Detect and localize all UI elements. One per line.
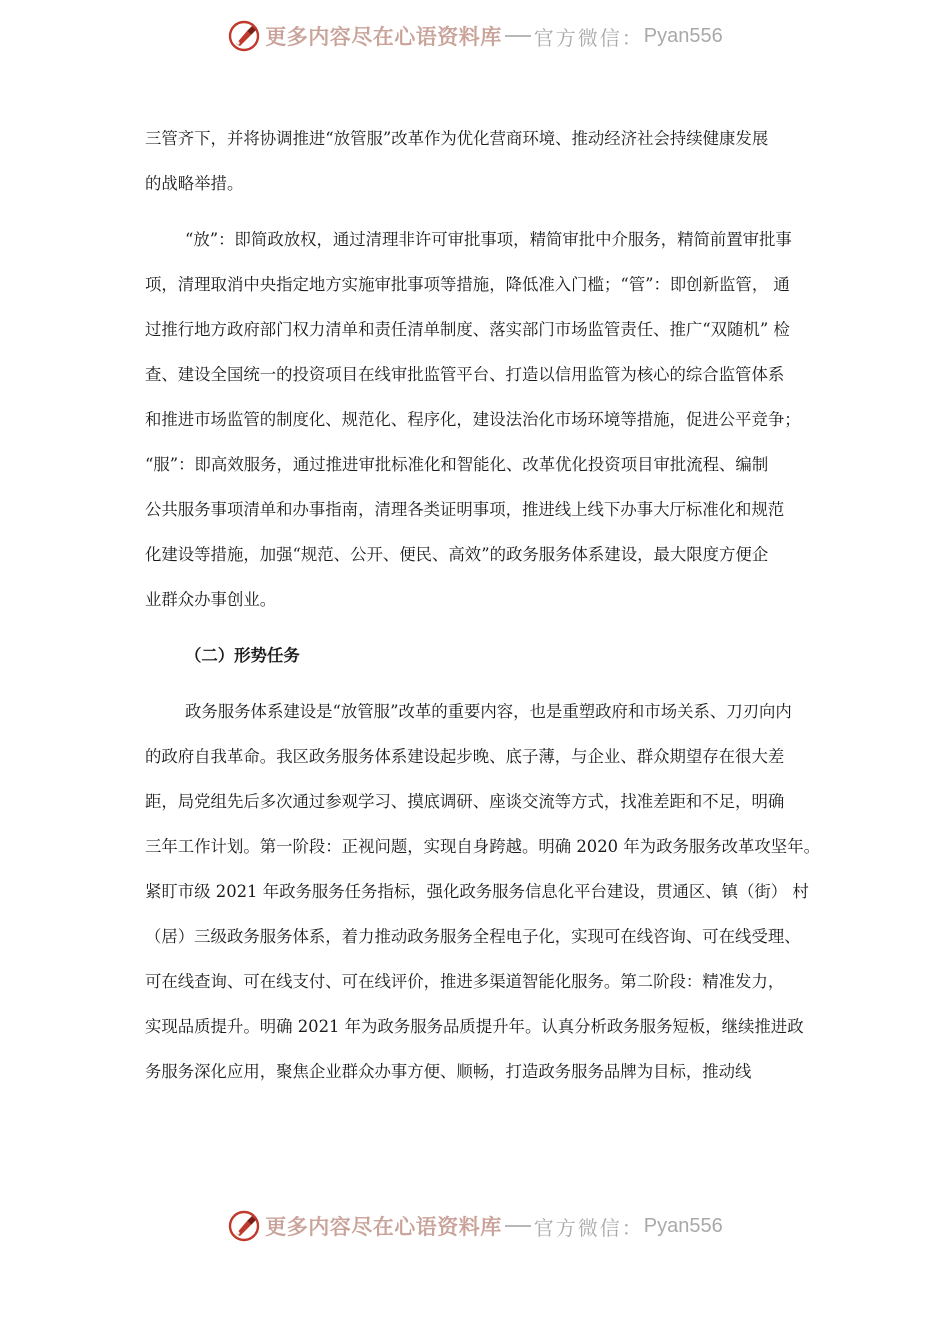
text-line: “放”：即简政放权，通过清理非许可审批事项，精简审批中介服务，精简前置审批事 [185, 230, 792, 249]
section-heading: （二）形势任务 [185, 646, 300, 665]
wechat-id: Pyan556 [643, 24, 723, 47]
wechat-id: Pyan556 [643, 1214, 723, 1237]
text-line: 和推进市场监管的制度化、规范化、程序化，建设法治化市场环境等措施，促进公平竞争； [145, 410, 801, 429]
text-line: 项，清理取消中央指定地方实施审批事项等措施，降低准入门槛；“管”：即创新监管， 通 [145, 275, 790, 294]
banner-dash [505, 35, 531, 37]
text-line: 的政府自我革命。我区政务服务体系建设起步晚、底子薄，与企业、群众期望存在很大差 [145, 747, 785, 766]
official-wechat-label: 官方微信： [533, 25, 644, 50]
text-line: （居）三级政务服务体系，着力推动政务服务全程电子化，实现可在线咨询、可在线受理、 [145, 927, 801, 946]
document-body [145, 116, 825, 1094]
text-line: 紧盯市级 2021 年政务服务任务指标，强化政务服务信息化平台建设，贯通区、镇（街） 村 [145, 882, 809, 901]
text-line: 化建设等措施，加强“规范、公开、便民、高效”的政务服务体系建设，最大限度方便企 [145, 545, 769, 564]
header-banner [0, 16, 950, 56]
brand-name: 更多内容尽在心语资料库 [265, 24, 502, 49]
text-line: 务服务深化应用，聚焦企业群众办事方便、顺畅，打造政务服务品牌为目标，推动线 [145, 1062, 752, 1081]
text-line: “服”：即高效服务，通过推进审批标准化和智能化、改革优化投资项目审批流程、编制 [145, 455, 769, 474]
text-line: 查、建设全国统一的投资项目在线审批监管平台、打造以信用监管为核心的综合监管体系 [145, 365, 785, 384]
text-line: 距，局党组先后多次通过参观学习、摸底调研、座谈交流等方式，找准差距和不足，明确 [145, 792, 785, 811]
text-line: 实现品质提升。明确 2021 年为政务服务品质提升年。认真分析政务服务短板，继续推进政 [145, 1017, 804, 1036]
text-line: 政务服务体系建设是“放管服”改革的重要内容，也是重塑政府和市场关系、刀刃向内 [185, 702, 792, 721]
text-line: 业群众办事创业。 [145, 590, 277, 609]
text-line: 的战略举措。 [145, 174, 244, 193]
text-line: 可在线查询、可在线支付、可在线评价，推进多渠道智能化服务。第二阶段：精准发力， [145, 972, 785, 991]
text-line: 三年工作计划。第一阶段：正视问题，实现自身跨越。明确 2020 年为政务服务改革攻坚年。 [145, 837, 820, 856]
pen-nib-circle-icon [227, 19, 261, 53]
official-wechat-label: 官方微信： [533, 1215, 644, 1240]
text-line: 三管齐下，并将协调推进“放管服”改革作为优化营商环境、推动经济社会持续健康发展 [145, 129, 769, 148]
brand-name: 更多内容尽在心语资料库 [265, 1214, 502, 1239]
footer-banner [0, 1206, 950, 1246]
text-line: 过推行地方政府部门权力清单和责任清单制度、落实部门市场监管责任、推广“双随机” 检 [145, 320, 790, 339]
text-line: 公共服务事项清单和办事指南，清理各类证明事项，推进线上线下办事大厅标准化和规范 [145, 500, 785, 519]
banner-dash [505, 1225, 531, 1227]
pen-nib-circle-icon [227, 1209, 261, 1243]
